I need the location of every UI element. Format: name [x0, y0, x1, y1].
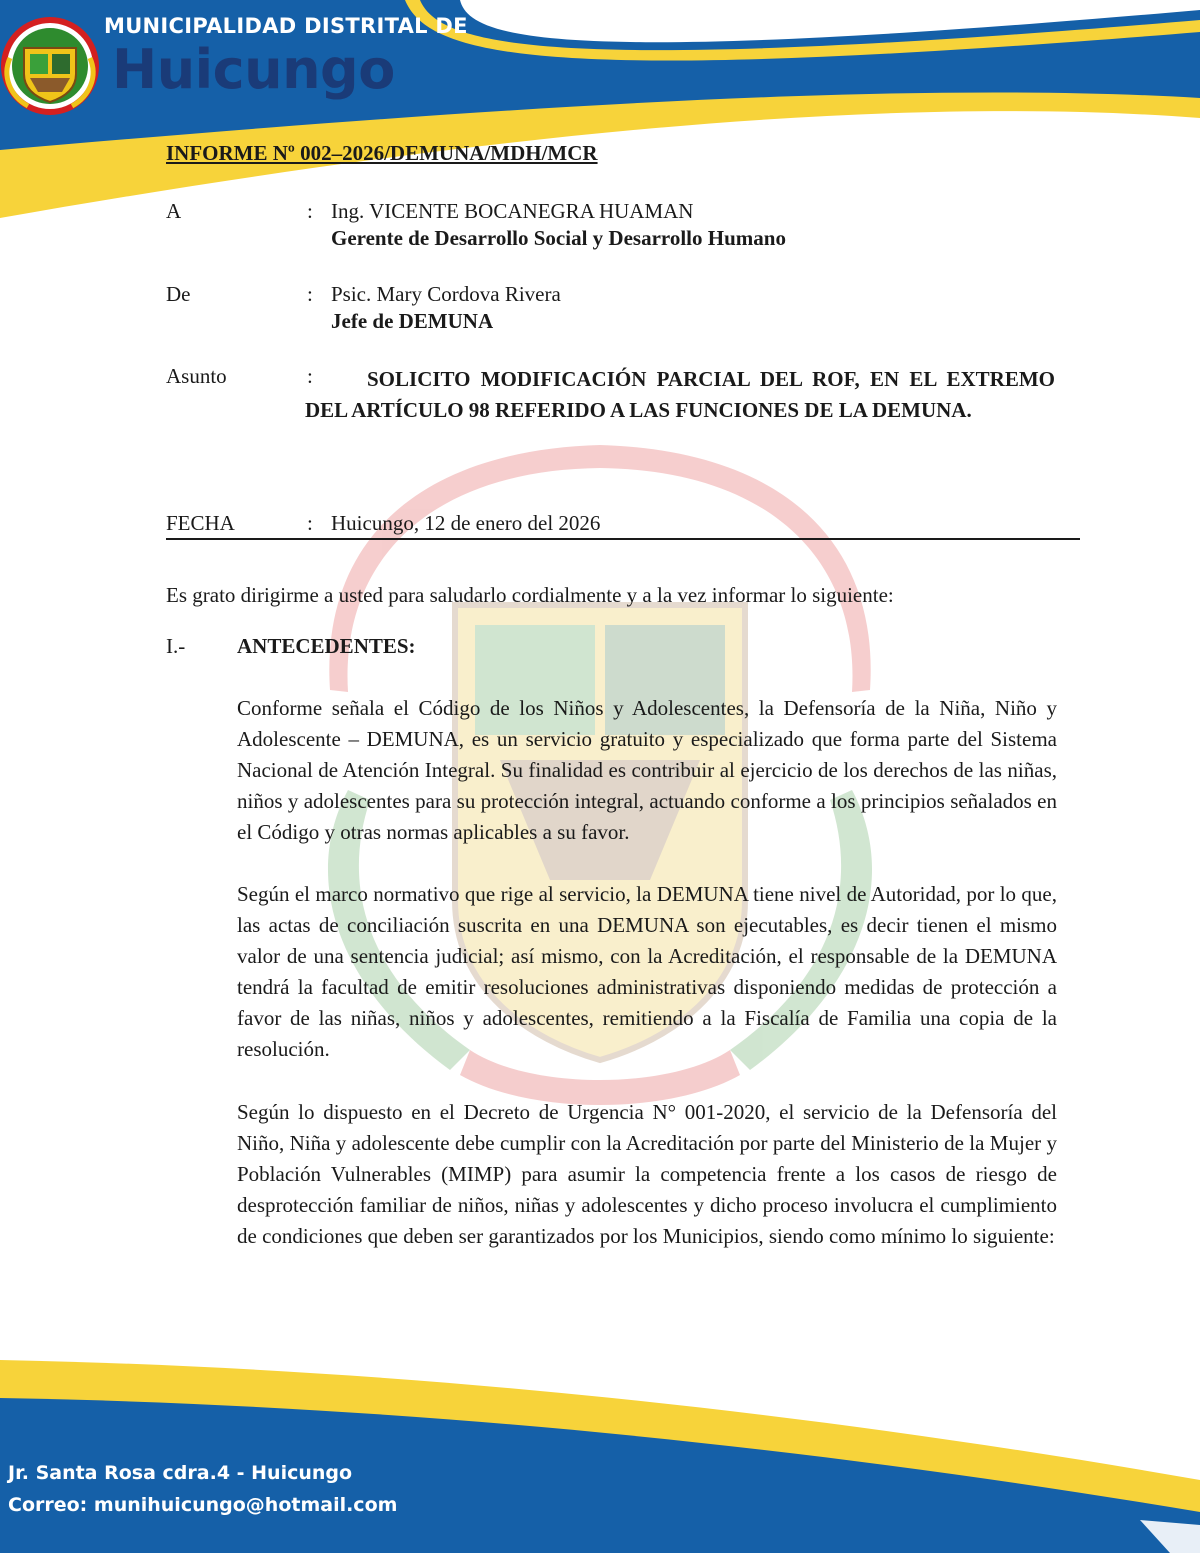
from-colon: :: [307, 282, 313, 306]
footer-address: Jr. Santa Rosa cdra.4 - Huicungo: [8, 1462, 353, 1484]
subject-label: Asunto: [166, 364, 227, 388]
date-value: Huicungo, 12 de enero del 2026: [331, 511, 601, 535]
crest-logo: [4, 20, 96, 112]
to-name: Ing. VICENTE BOCANEGRA HUAMAN: [331, 199, 694, 223]
paragraph-3: Según lo dispuesto en el Decreto de Urgencia N° 001-2020, el servicio de la Defensoría del Niño, Niña y adolescente debe cumplir con la Acreditación por parte del Ministerio de la Mujer y Población Vulnerables (MIMP) para asumir la competencia frente a los casos de riesgo de desprotección familiar de niños, niñas y adolescentes y dicho proceso involucra el cumplimiento de condiciones que deben ser garantizados por los Municipios, siendo como mínimo lo siguiente:: [237, 1100, 1057, 1248]
to-label: A: [166, 199, 182, 223]
from-name: Psic. Mary Cordova Rivera: [331, 282, 561, 306]
from-position: Jefe de DEMUNA: [331, 309, 494, 333]
to-colon: :: [307, 199, 313, 223]
paragraph-2: Según el marco normativo que rige al servicio, la DEMUNA tiene nivel de Autoridad, por lo que, las actas de conciliación suscrita en una DEMUNA son ejecutables, es decir tienen el mismo valor de una sentencia judicial; así mismo, con la Acreditación, el responsable de la DEMUNA tendrá la facultad de emitir resoluciones administrativas disponiendo medidas de protección a favor de las niñas, niños y adolescentes, remitiendo a la Fiscalía de Familia una copia de la resolución.: [237, 882, 1057, 1061]
section-title: ANTECEDENTES:: [237, 634, 416, 658]
date-colon: :: [307, 511, 313, 535]
municipality-name: Huicungo: [112, 38, 395, 101]
subject-colon: :: [307, 364, 313, 388]
municipality-label: MUNICIPALIDAD DISTRITAL DE: [104, 14, 468, 38]
paragraph-1: Conforme señala el Código de los Niños y Adolescentes, la Defensoría de la Niña, Niño y Adolescente – DEMUNA, es un servicio gratuito y especializado que forma parte del Sistema Nacional de Atención Integral. Su finalidad es contribuir al ejercicio de los derechos de las niñas, niños y adolescentes para su protección integral, actuando conforme a los principios señalados en el Código y otras normas aplicables a su favor.: [237, 696, 1057, 844]
document-title: INFORME Nº 002–2026/DEMUNA/MDH/MCR: [166, 141, 598, 165]
footer-email: Correo: munihuicungo@hotmail.com: [8, 1494, 398, 1516]
subject-text: SOLICITO MODIFICACIÓN PARCIAL DEL ROF, EN EL EXTREMO DEL ARTÍCULO 98 REFERIDO A LAS FUNCIONES DE LA DEMUNA.: [305, 367, 1055, 422]
greeting: Es grato dirigirme a usted para saludarlo cordialmente y a la vez informar lo siguiente:: [166, 583, 894, 607]
date-label: FECHA: [166, 511, 235, 535]
from-label: De: [166, 282, 191, 306]
to-position: Gerente de Desarrollo Social y Desarrollo Humano: [331, 226, 786, 250]
header-divider: [166, 538, 1080, 540]
section-number: I.-: [166, 634, 186, 658]
